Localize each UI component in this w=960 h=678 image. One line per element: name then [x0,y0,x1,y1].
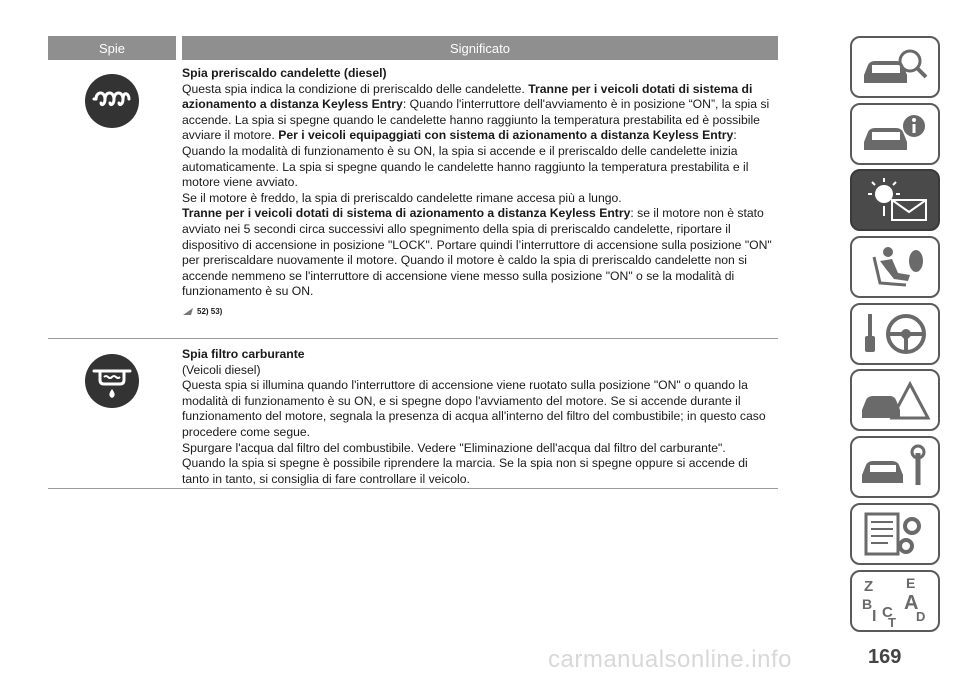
alphabet-index-icon [858,575,932,627]
glow-plug-icon [83,72,141,130]
car-wrench-icon [858,443,932,491]
car-search-icon [858,43,932,91]
tab-maintenance[interactable] [850,436,940,498]
tab-hazard[interactable] [850,369,940,431]
index-letter: A [904,591,919,614]
seat-airbag-icon [858,243,932,291]
header-spie: Spie [48,36,176,60]
table-header [48,36,778,60]
text-span: : se il motore non è stato avviato nei 5 secondi circa successivi allo spegnimento della spia di preriscaldo candelette, riportare il dispositivo di accensione in posizione "LOCK". Portare quindi l’interruttore di accensione sulla posizione "ON" per preriscaldare nuovamente il motore. Quando il motore è caldo la spia di preriscaldo candelette non si accende nemmeno se l'interruttore di accensione viene messo sulla posizione "ON" o se la modalità di funzionamento è su ON. [182,206,772,299]
index-letter: D [916,608,926,624]
tab-warning-lights[interactable] [850,169,940,231]
bold-span: Tranne per i veicoli dotati di sistema di azionamento a distanza Keyless Entry [182,81,753,112]
row-subtitle: (Veicoli diesel) [182,362,261,377]
paragraph [182,82,778,191]
watermark: carmanualsonline.info [548,646,792,673]
warning-references [182,304,778,320]
row-text [182,60,778,338]
chapter-tabs [850,36,942,636]
index-letter: I [872,607,877,625]
index-letter: C [882,603,893,621]
paragraph: Quando la spia si spegne è possibile riprendere la marcia. Se la spia non si spegne oppure si accende di tanto in tanto, si consiglia di fare controllare il veicolo. [182,456,748,486]
tab-seat-airbag[interactable] [850,236,940,298]
tab-car-info[interactable] [850,103,940,165]
row-title: Spia preriscaldo candelette (diesel) [182,66,387,80]
tab-specifications[interactable] [850,503,940,565]
index-letter: B [862,595,873,612]
warning-light-message-icon [858,176,932,224]
text-span: Questa spia indica la condizione di preriscaldo delle candelette. [182,81,529,96]
bold-span: Per i veicoli equipaggiati con sistema di azionamento a distanza Keyless Entry [278,128,734,143]
paragraph: Questa spia si illumina quando l'interruttore di accensione viene ruotato sulla posizione "ON" o quando la modalità di funzionamento è su ON, e si spegne dopo l'avviamento del motore. Se si accende durante il funzionamento del motore, segnala la presenza di acqua all'interno del filtro del combustibile; in questo caso procedere come segue. [182,378,766,439]
table-row [48,339,778,489]
fuel-filter-water-icon [83,352,141,410]
car-info-icon [858,110,932,158]
key-steering-wheel-icon [858,310,932,358]
warning-lights-table [48,36,778,489]
tab-alphabetical-index[interactable] [850,570,940,632]
row-icon-cell [48,60,176,338]
tab-car-search[interactable] [850,36,940,98]
row-title: Spia filtro carburante [182,347,305,361]
paragraph: Spurgare l'acqua dal filtro del combustibile. Vedere "Eliminazione dell'acqua dal filtro del carburante". [182,440,726,455]
spec-list-gears-icon [858,510,932,558]
car-hazard-triangle-icon [858,376,932,424]
index-letter: T [888,614,896,627]
row-text [182,339,778,488]
paragraph [182,206,778,300]
text-span: : Quando la modalità di funzionamento è su ON, la spia si accende e il preriscaldo delle candelette inizia automaticamente. La spia si spegne quando le candelette hanno raggiunto la temperatura prestabilita e il motore viene avviato. [182,128,749,190]
index-letter: Z [864,577,874,595]
table-row [48,60,778,339]
reference-numbers: 52) 53) [197,306,223,316]
header-significato: Significato [182,36,778,60]
row-icon-cell [48,339,176,488]
page-number: 169 [868,646,902,668]
paragraph: Se il motore è freddo, la spia di preriscaldo candelette rimane accesa più a lungo. [182,190,622,205]
tab-key-steering[interactable] [850,303,940,365]
index-letter: E [906,574,916,591]
bold-span: Tranne per i veicoli dotati di sistema di azionamento a distanza Keyless Entry [182,206,631,221]
text-span: : Quando l'interruttore dell'avviamento è in posizione “ON”, la spia si accende. La spia si spegne quando le candelette hanno raggiunto la temperatura prestabilita ed è possibile avviare il motore. [182,97,770,143]
warning-reference-icon [182,307,194,316]
